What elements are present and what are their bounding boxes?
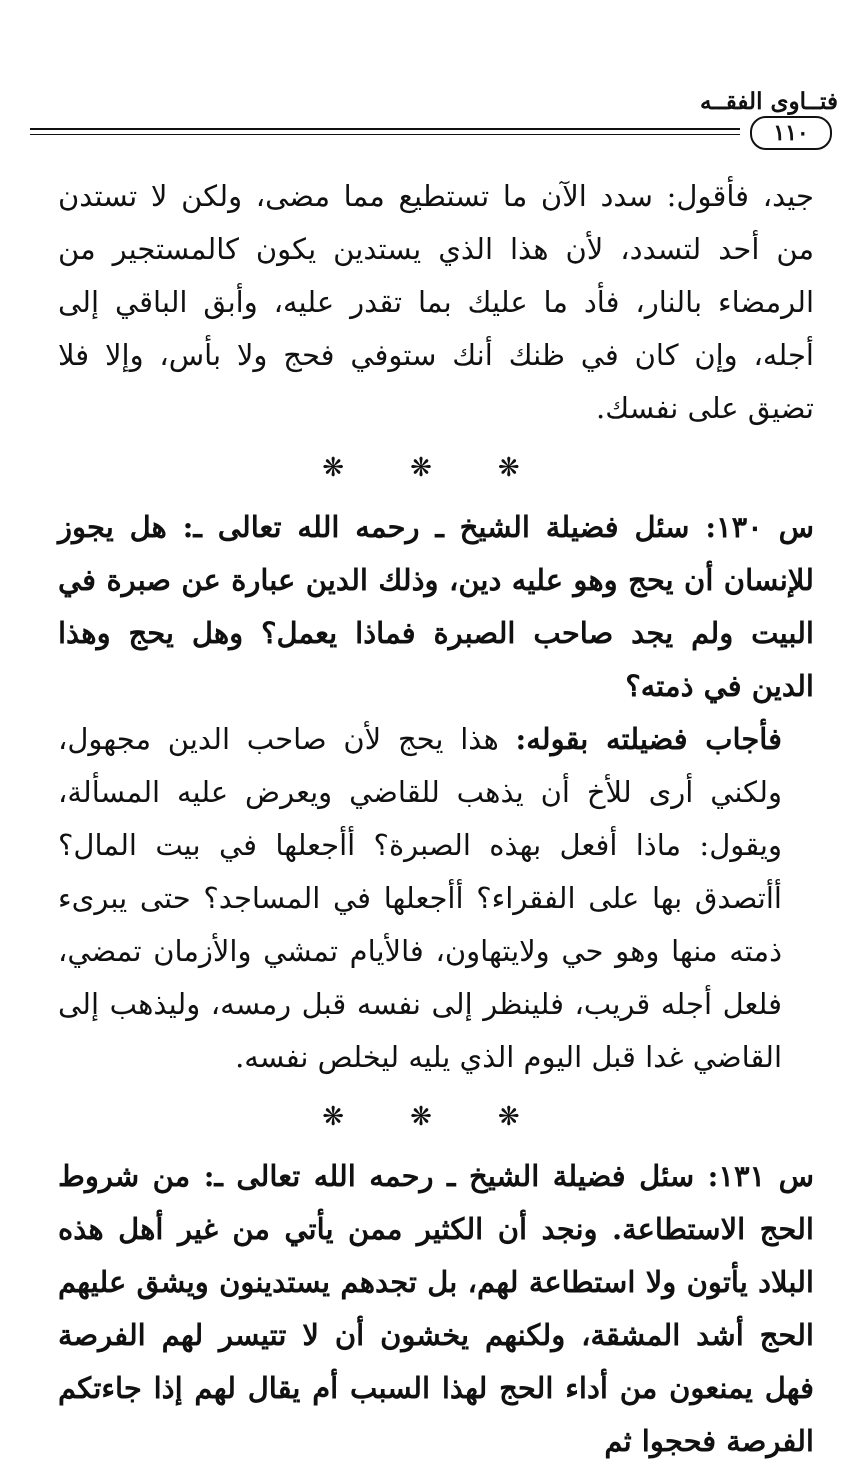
asterisk-ornament-icon: ❋ — [497, 1102, 550, 1132]
question-text: سئل فضيلة الشيخ ـ رحمه الله تعالى ـ: هل يجوز للإنسان أن يحج وهو عليه دين، وذلك الدين عبارة عن صبرة في البيت ولم يجد صاحب الصبرة فماذا يعمل؟ وهل يحج وهذا الدين في ذمته؟ — [58, 510, 814, 703]
question-number: س ١٣١: — [707, 1159, 814, 1193]
section-separator — [58, 435, 814, 501]
header-rule-thin — [30, 134, 740, 135]
page-body — [58, 170, 814, 1468]
question-130 — [58, 501, 814, 713]
page-number: ١١٠ — [750, 116, 832, 150]
page-header — [30, 88, 838, 158]
asterisk-ornament-icon: ❋ — [322, 453, 375, 483]
asterisk-ornament-icon: ❋ — [410, 453, 462, 483]
question-131 — [58, 1150, 814, 1468]
section-separator — [58, 1084, 814, 1150]
paragraph-continuation: جيد، فأقول: سدد الآن ما تستطيع مما مضى، ولكن لا تستدن من أحد لتسدد، لأن هذا الذي يستدين يكون كالمستجير من الرمضاء بالنار، فأد ما عليك بما تقدر عليه، وأبق الباقي إلى أجله، وإن كان في ظنك أنك ستوفي فحج ولا بأس، وإلا فلا تضيق على نفسك. — [58, 179, 814, 425]
asterisk-ornament-icon: ❋ — [497, 453, 550, 483]
running-title: فتــاوى الفقــه — [699, 88, 838, 115]
asterisk-ornament-icon: ❋ — [410, 1102, 462, 1132]
answer-text: هذا يحج لأن صاحب الدين مجهول، ولكني أرى للأخ أن يذهب للقاضي ويعرض عليه المسألة، ويقول: ماذا أفعل بهذه الصبرة؟ أأجعلها في بيت المال؟ أأتصدق بها على الفقراء؟ أأجعلها في المساجد؟ حتى يبرىء ذمته منها وهو حي ولايتهاون، فالأيام تمشي والأزمان تمضي، فلعل أجله قريب، فلينظر إلى نفسه قبل رمسه، وليذهب إلى القاضي غدا قبل اليوم الذي يليه ليخلص نفسه. — [58, 722, 782, 1074]
answer-label: فأجاب فضيلته بقوله: — [515, 722, 783, 756]
header-rule — [30, 128, 740, 130]
question-text: سئل فضيلة الشيخ ـ رحمه الله تعالى ـ: من شروط الحج الاستطاعة. ونجد أن الكثير ممن يأتي من غير أهل هذه البلاد يأتون ولا استطاعة لهم، بل تجدهم يستدينون ويشق عليهم الحج أشد المشقة، ولكنهم يخشون أن لا تتيسر لهم الفرصة فهل يمنعون من أداء الحج لهذا السبب أم يقال لهم إذا جاءتكم الفرصة فحجوا ثم — [58, 1159, 814, 1458]
answer-130 — [58, 713, 814, 1084]
question-number: س ١٣٠: — [705, 510, 814, 544]
asterisk-ornament-icon: ❋ — [322, 1102, 375, 1132]
